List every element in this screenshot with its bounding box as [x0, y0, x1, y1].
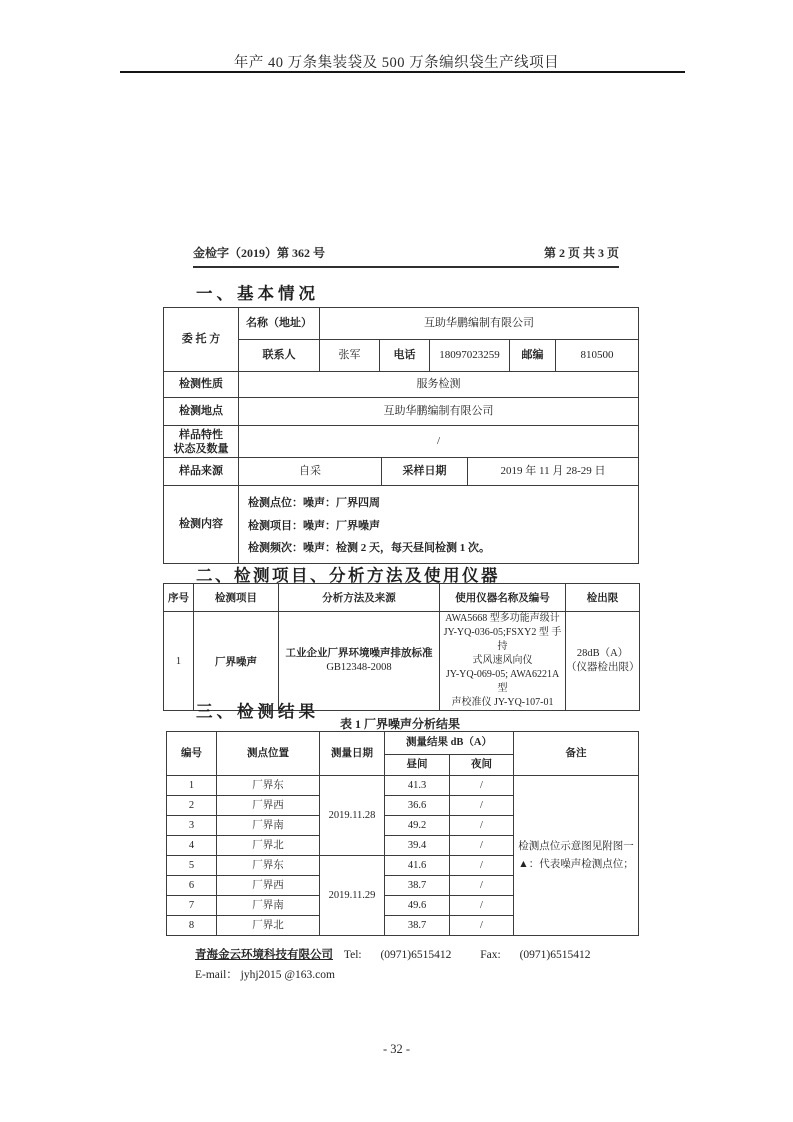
- method-line: GB12348-2008: [326, 662, 392, 673]
- row-night-value: /: [450, 916, 514, 936]
- method-table: [163, 583, 640, 711]
- content-value-cell: [238, 486, 638, 563]
- row-location: 厂界南: [217, 816, 320, 836]
- row-location: 厂界南: [217, 896, 320, 916]
- footer-email-line: [195, 966, 591, 982]
- row-night-value: /: [450, 816, 514, 836]
- email-label: E-mail：: [195, 969, 238, 981]
- method-instrument-cell: [440, 612, 566, 711]
- measure-date-1: 2019.11.28: [320, 776, 385, 856]
- table-row: [239, 308, 638, 339]
- row-night-value: /: [450, 876, 514, 896]
- remark-line: ▲：代表噪声检测点位；: [518, 858, 634, 870]
- section-heading-results: 三、检测结果: [196, 702, 319, 721]
- header-nighttime: 夜间: [450, 755, 514, 776]
- table-row: [239, 339, 638, 371]
- row-day-value: 39.4: [385, 836, 450, 856]
- sample-value-cell: /: [238, 426, 638, 457]
- section-heading-method: 二、检测项目、分析方法及使用仪器: [196, 566, 500, 585]
- row-no: 4: [167, 836, 217, 856]
- table-row: [164, 457, 638, 485]
- method-standard-cell: [279, 612, 440, 711]
- method-table-header-row: [164, 584, 640, 612]
- remark-line: 检测点位示意图见附图一: [518, 840, 634, 852]
- method-line: 工业企业厂界环境噪声排放标准: [285, 647, 433, 659]
- phone-label-cell: 电话: [379, 340, 429, 371]
- header-method: 分析方法及来源: [279, 584, 440, 612]
- results-table-caption: 表 1 厂界噪声分析结果: [339, 717, 460, 731]
- results-table: [166, 731, 639, 936]
- sampling-date-value-cell: 2019 年 11 月 28-29 日: [467, 458, 638, 485]
- measure-date-2: 2019.11.29: [320, 856, 385, 936]
- row-day-value: 41.3: [385, 776, 450, 796]
- row-location: 厂界北: [217, 836, 320, 856]
- fax-value: (0971)6515412: [519, 949, 591, 961]
- sample-label-line2: 状态及数量: [173, 442, 229, 455]
- client-label-cell: 委 托 方: [181, 333, 221, 345]
- location-value-cell: 互助华鹏编制有限公司: [238, 398, 638, 425]
- row-day-value: 49.6: [385, 896, 450, 916]
- row-location: 厂界北: [217, 916, 320, 936]
- row-location: 厂界东: [217, 856, 320, 876]
- row-night-value: /: [450, 796, 514, 816]
- instrument-line: 式风速风向仪: [472, 655, 533, 666]
- row-no: 1: [167, 776, 217, 796]
- row-night-value: /: [450, 856, 514, 876]
- page-number: - 32 -: [382, 1042, 411, 1056]
- doc-number-line: [193, 244, 619, 268]
- table-row: [164, 371, 638, 397]
- client-sub-rows: [238, 308, 638, 371]
- table-row: [164, 308, 638, 371]
- row-night-value: /: [450, 836, 514, 856]
- limit-line: 28dB（A）: [576, 647, 629, 659]
- limit-line: （仪器检出限）: [566, 662, 640, 673]
- zip-label-cell: 邮编: [509, 340, 555, 371]
- row-no: 7: [167, 896, 217, 916]
- method-item-cell: 厂界噪声: [194, 612, 279, 711]
- header-daytime: 昼间: [385, 755, 450, 776]
- nature-label-cell: 检测性质: [179, 378, 223, 390]
- instrument-line: AWA5668 型多功能声级计: [445, 613, 560, 624]
- content-line: 检测项目：噪声：厂界噪声: [248, 519, 380, 532]
- header-result-group: 测量结果 dB（A）: [385, 732, 514, 755]
- section-heading-basic: 一、基本情况: [196, 284, 319, 303]
- table-row: [164, 485, 638, 563]
- report-title: 年产 40 万条集装袋及 500 万条编织袋生产线项目: [233, 55, 560, 71]
- method-limit-cell: [566, 612, 640, 711]
- sample-label-cell: [164, 426, 238, 457]
- doc-number: 金检字（2019）第 362 号: [193, 246, 326, 260]
- tel-value: (0971)6515412: [380, 949, 452, 961]
- instrument-line: 声校准仪 JY-YQ-107-01: [451, 697, 554, 708]
- location-label-cell: 检测地点: [179, 405, 223, 417]
- table-row: [167, 776, 639, 796]
- row-no: 5: [167, 856, 217, 876]
- header-remark: 备注: [514, 732, 639, 776]
- header-item: 检测项目: [194, 584, 279, 612]
- sample-label-line1: 样品特性: [179, 428, 223, 441]
- content-line: 检测点位：噪声：厂界四周: [248, 497, 380, 509]
- row-no: 2: [167, 796, 217, 816]
- zip-value-cell: 810500: [555, 340, 638, 371]
- content-label-cell: 检测内容: [179, 518, 223, 530]
- header-rule: [120, 71, 685, 73]
- nature-value-cell: 服务检测: [238, 372, 638, 397]
- name-label-cell: 名称（地址）: [246, 317, 312, 329]
- row-day-value: 41.6: [385, 856, 450, 876]
- report-footer: [195, 946, 591, 982]
- source-label-cell: 样品来源: [179, 465, 223, 477]
- row-day-value: 38.7: [385, 876, 450, 896]
- header-no: 编号: [167, 732, 217, 776]
- row-location: 厂界西: [217, 876, 320, 896]
- row-location: 厂界西: [217, 796, 320, 816]
- row-no: 8: [167, 916, 217, 936]
- instrument-line: JY-YQ-036-05;FSXY2 型 手持: [443, 627, 562, 652]
- row-night-value: /: [450, 776, 514, 796]
- fax-label: Fax:: [480, 949, 501, 961]
- instrument-line: JY-YQ-069-05; AWA6221A 型: [445, 669, 560, 694]
- header-location: 测点位置: [217, 732, 320, 776]
- header-instrument: 使用仪器名称及编号: [440, 584, 566, 612]
- basic-info-table: [163, 307, 639, 564]
- row-no: 3: [167, 816, 217, 836]
- tel-label: Tel:: [343, 949, 362, 961]
- name-value-cell: 互助华鹏编制有限公司: [319, 308, 638, 339]
- method-no-cell: 1: [164, 612, 194, 711]
- source-value-cell: 自采: [238, 458, 381, 485]
- remark-cell: [514, 776, 639, 936]
- header-no: 序号: [164, 584, 194, 612]
- footer-contact-line: [195, 946, 591, 962]
- method-table-data-row: [164, 612, 640, 711]
- header-limit: 检出限: [566, 584, 640, 612]
- row-day-value: 36.6: [385, 796, 450, 816]
- row-no: 6: [167, 876, 217, 896]
- page-indicator: 第 2 页 共 3 页: [543, 246, 619, 260]
- row-day-value: 38.7: [385, 916, 450, 936]
- table-row: [164, 397, 638, 425]
- phone-value-cell: 18097023259: [429, 340, 509, 371]
- sampling-date-label-cell: 采样日期: [381, 458, 467, 485]
- row-day-value: 49.2: [385, 816, 450, 836]
- results-header-row-1: [167, 732, 639, 755]
- header-date: 测量日期: [320, 732, 385, 776]
- email-value: jyhj2015 @163.com: [240, 969, 335, 981]
- row-location: 厂界东: [217, 776, 320, 796]
- contact-value-cell: 张军: [319, 340, 379, 371]
- content-line: 检测频次：噪声：检测 2 天，每天昼间检测 1 次。: [248, 542, 490, 554]
- table-row: [164, 425, 638, 457]
- company-name: 青海金云环境科技有限公司: [195, 949, 333, 961]
- row-night-value: /: [450, 896, 514, 916]
- contact-label-cell: 联系人: [262, 349, 296, 361]
